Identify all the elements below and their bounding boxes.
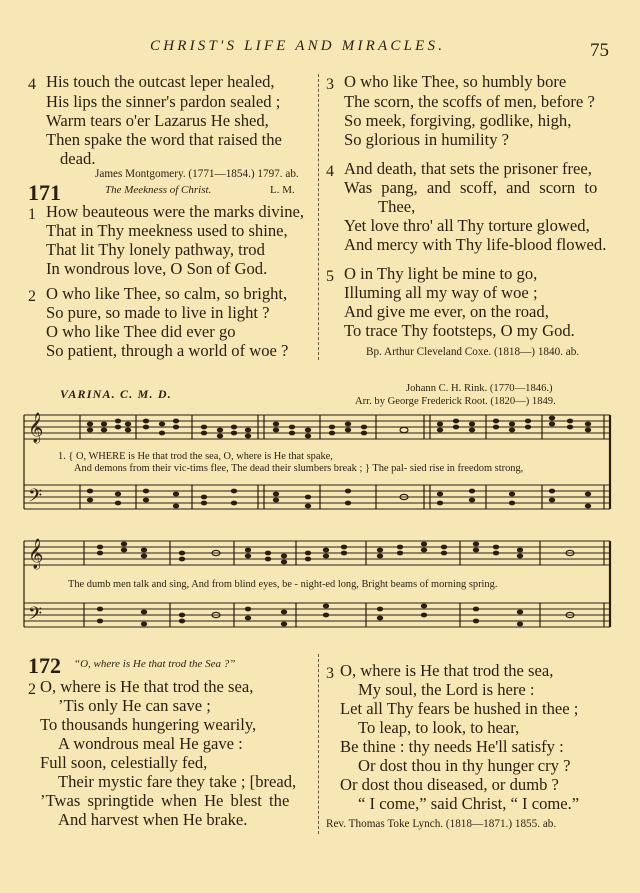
verse-line: How beauteous were the marks divine, bbox=[46, 202, 305, 221]
verse-line: Be thine : thy needs He'll satisfy : bbox=[340, 737, 564, 756]
verse-number: 3 bbox=[326, 665, 334, 682]
verse-line: So pure, so made to live in light ? bbox=[46, 303, 270, 322]
verse-line: Their mystic fare they take ; [bread, bbox=[58, 772, 297, 791]
verse-number: 2 bbox=[28, 681, 36, 698]
verse-line: Illuming all my way of woe ; bbox=[344, 283, 538, 302]
verse-line: Then spake the word that raised the bbox=[46, 130, 282, 149]
svg-text:𝄢: 𝄢 bbox=[28, 604, 43, 629]
verse-line: To trace Thy footsteps, O my God. bbox=[344, 321, 575, 340]
verse-number: 3 bbox=[326, 76, 334, 93]
verse-line: My soul, the Lord is here : bbox=[358, 680, 535, 699]
verse-line: To thousands hungering wearily, bbox=[40, 715, 257, 734]
svg-text:𝄞: 𝄞 bbox=[28, 539, 44, 569]
verse-line: So glorious in humility ? bbox=[344, 130, 510, 149]
verse-line: O who like Thee did ever go bbox=[46, 322, 236, 341]
verse-line: Warm tears o'er Lazarus He shed, bbox=[46, 111, 269, 130]
verse-line: His touch the outcast leper healed, bbox=[46, 72, 275, 91]
hymn-title: The Meekness of Christ. bbox=[105, 184, 212, 196]
tune-arranger: Arr. by George Frederick Root. (1820—) 1849. bbox=[355, 396, 556, 407]
verse-line: His lips the sinner's pardon sealed ; bbox=[46, 92, 281, 111]
verse-line: O, where is He that trod the sea, bbox=[340, 661, 554, 680]
verse-number: 4 bbox=[28, 76, 36, 93]
verse-line: ’Tis only He can save ; bbox=[58, 696, 211, 715]
author-credit: James Montgomery. (1771—1854.) 1797. ab. bbox=[95, 168, 299, 180]
tune-composer: Johann C. H. Rink. (1770—1846.) bbox=[406, 383, 553, 394]
svg-text:𝄞: 𝄞 bbox=[28, 413, 44, 443]
verse-line: Let all Thy fears be hushed in thee ; bbox=[340, 699, 579, 718]
verse-line: The scorn, the scoffs of men, before ? bbox=[344, 92, 595, 111]
hymn-meter: L. M. bbox=[270, 184, 295, 196]
verse-line: So patient, through a world of woe ? bbox=[46, 341, 289, 360]
verse-line: dead. bbox=[60, 149, 96, 168]
column-divider-bottom bbox=[318, 654, 319, 834]
verse-line: Yet love thro' all Thy torture glowed, bbox=[344, 216, 590, 235]
svg-text:𝄢: 𝄢 bbox=[28, 486, 43, 511]
verse-line: That in Thy meekness used to shine, bbox=[46, 221, 288, 240]
author-credit: Rev. Thomas Toke Lynch. (1818—1871.) 1855. ab. bbox=[326, 818, 557, 830]
verse-line: And mercy with Thy life-blood flowed. bbox=[344, 235, 607, 254]
verse-line: A wondrous meal He gave : bbox=[58, 734, 243, 753]
lyric-line: 1. { O, WHERE is He that trod the sea, O, where is He that spake, bbox=[58, 451, 333, 462]
verse-number: 5 bbox=[326, 268, 334, 285]
verse-number: 2 bbox=[28, 288, 36, 305]
verse-line: O who like Thee, so humbly bore bbox=[344, 72, 567, 91]
verse-line: Thee, bbox=[378, 197, 416, 216]
tune-name: VARINA. C. M. D. bbox=[60, 387, 173, 401]
verse-line: O who like Thee, so calm, so bright, bbox=[46, 284, 288, 303]
hymn-number: 171 bbox=[28, 180, 61, 205]
verse-line: O in Thy light be mine to go, bbox=[344, 264, 538, 283]
running-header: CHRIST'S LIFE AND MIRACLES. bbox=[150, 38, 446, 54]
verse-line: Or dost thou diseased, or dumb ? bbox=[340, 775, 559, 794]
author-credit: Bp. Arthur Cleveland Coxe. (1818—) 1840. ab. bbox=[366, 346, 580, 358]
verse-line: In wondrous love, O Son of God. bbox=[46, 259, 268, 278]
page-number: 75 bbox=[590, 40, 609, 61]
verse-line: And death, that sets the prisoner free, bbox=[344, 159, 592, 178]
column-divider-top bbox=[318, 74, 319, 360]
verse-line: And give me ever, on the road, bbox=[344, 302, 549, 321]
verse-line: Full soon, celestially fed, bbox=[40, 753, 208, 772]
hymn-title: “O, where is He that trod the Sea ?” bbox=[74, 658, 236, 670]
verse-line: ’Twas springtide when He blest the bbox=[40, 791, 290, 810]
verse-number: 4 bbox=[326, 163, 334, 180]
verse-line: So meek, forgiving, godlike, high, bbox=[344, 111, 572, 130]
verse-line: To leap, to look, to hear, bbox=[358, 718, 520, 737]
verse-line: That lit Thy lonely pathway, trod bbox=[46, 240, 265, 259]
verse-line: O, where is He that trod the sea, bbox=[40, 677, 254, 696]
verse-number: 1 bbox=[28, 206, 36, 223]
verse-line: And harvest when He brake. bbox=[58, 810, 248, 829]
hymn-number: 172 bbox=[28, 653, 61, 678]
lyric-line: And demons from their vic-tims flee, The dead their slumbers break ; } The pal- sied rise in freedom strong, bbox=[74, 463, 524, 474]
verse-line: Was pang, and scoff, and scorn to bbox=[344, 178, 598, 197]
lyric-line: The dumb men talk and sing, And from blind eyes, be - night-ed long, Bright beams of morning spring. bbox=[68, 579, 498, 590]
verse-line: Or dost thou in thy hunger cry ? bbox=[358, 756, 571, 775]
verse-line: “ I come,” said Christ, “ I come.” bbox=[358, 794, 580, 813]
